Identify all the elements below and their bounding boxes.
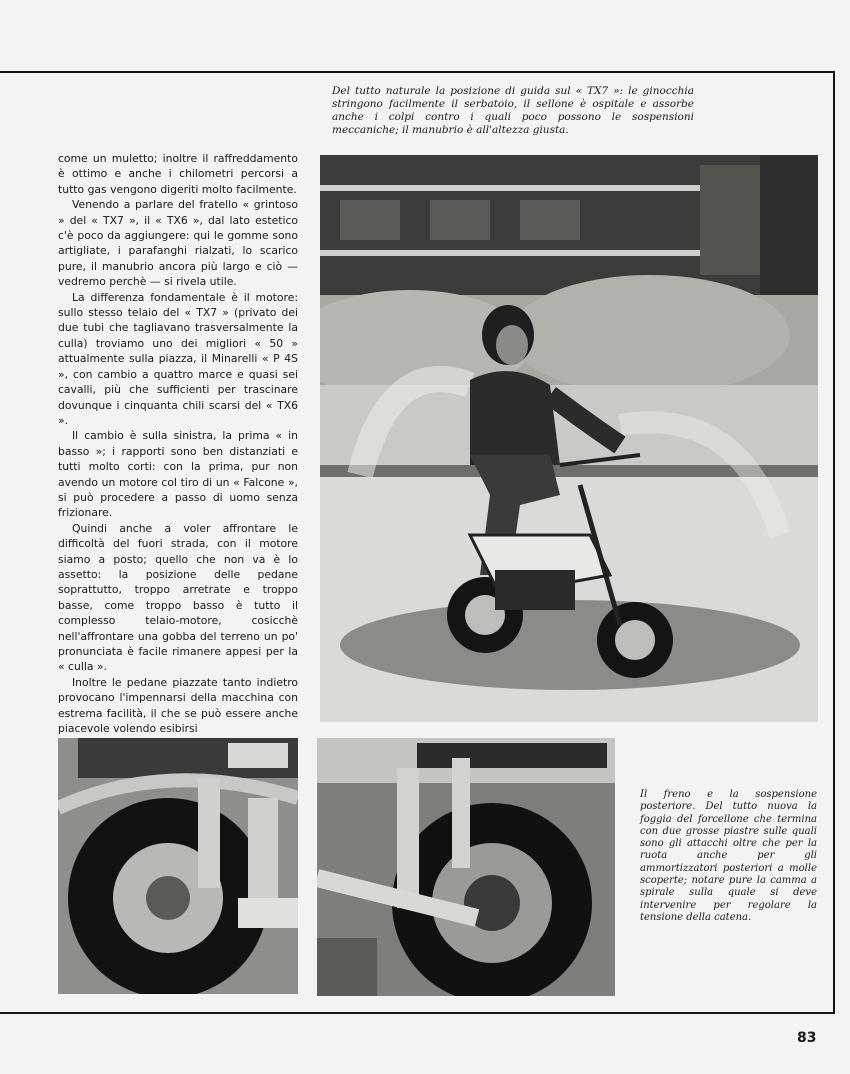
article-body — [58, 151, 298, 736]
body-paragraph: Inoltre le pedane piazzate tanto indietro provocano l'impennarsi della macchina con estrema facilità, il che se può essere anche piacevole volendo esibirsi — [58, 675, 298, 736]
main-photo-caption — [332, 85, 694, 137]
page-number: 83 — [797, 1030, 817, 1046]
photo-rear-brake-detail — [58, 738, 298, 994]
frame-right-rule — [833, 71, 835, 1014]
photo-rear-suspension-detail — [317, 738, 615, 996]
detail-photos-caption — [640, 789, 817, 924]
body-paragraph: Quindi anche a voler affrontare le difficoltà del fuori strada, con il motore siamo a posto; quello che non va è lo assetto: la posizione delle pedane soprattutto, troppo arretrate e troppo basse, come troppo basso è tutto il complesso telaio-motore, cosicchè nell'affrontare una gobba del terreno un po' pronunciata è facile rimanere appesi per la « culla ». — [58, 521, 298, 674]
main-photo-caption-text: Del tutto naturale la posizione di guida sul « TX7 »: le ginocchia stringono facilmente il serbatoio, il sellone è ospitale e assorbe anche i colpi contro i quali poco possono le sospensioni meccaniche; il manubrio è all'altezza giusta. — [332, 85, 694, 136]
body-paragraph: Il cambio è sulla sinistra, la prima « in basso »; i rapporti sono ben distanziati e tutti molto corti: con la prima, pur non avendo un motore col tiro di un « Falcone », si può procedere a passo di uomo senza frizionare. — [58, 429, 298, 520]
frame-bottom-rule — [0, 1012, 835, 1014]
photo-rider-on-minibike — [320, 155, 818, 722]
body-paragraph: La differenza fondamentale è il motore: sullo stesso telaio del « TX7 » (privato dei due tubi che tagliavano trasversalmente la culla) troviamo uno dei migliori « 50 » attualmente sulla piazza, il Minarelli « P 4S », con cambio a quattro marce e quasi sei cavalli, più che sufficienti per trascinare dovunque i cinquanta chili scarsi del « TX6 ». — [58, 290, 298, 427]
body-paragraph: Venendo a parlare del fratello « grintoso » del « TX7 », il « TX6 », dal lato estetico c'è poco da aggiungere: qui le gomme sono artigliate, i parafanghi rialzati, lo scarico pure, il manubrio ancora più largo e ciò — vedremo perchè — si rivela utile. — [58, 198, 298, 289]
frame-top-rule — [0, 71, 835, 73]
body-paragraph: come un muletto; inoltre il raffreddamento è ottimo e anche i chilometri percorsi a tutto gas vengono digeriti molto facilmente. — [58, 152, 298, 196]
detail-photos-caption-text: Il freno e la sospensione posteriore. Del tutto nuova la foggia del forcellone che termina con due grosse piastre sulle quali sono gli attacchi oltre che per la ruota anche per gli ammortizzatori posteriori a molle scoperte; notare pure la camma a spirale sulla quale si deve intervenire per regolare la tensione della catena. — [640, 789, 817, 923]
